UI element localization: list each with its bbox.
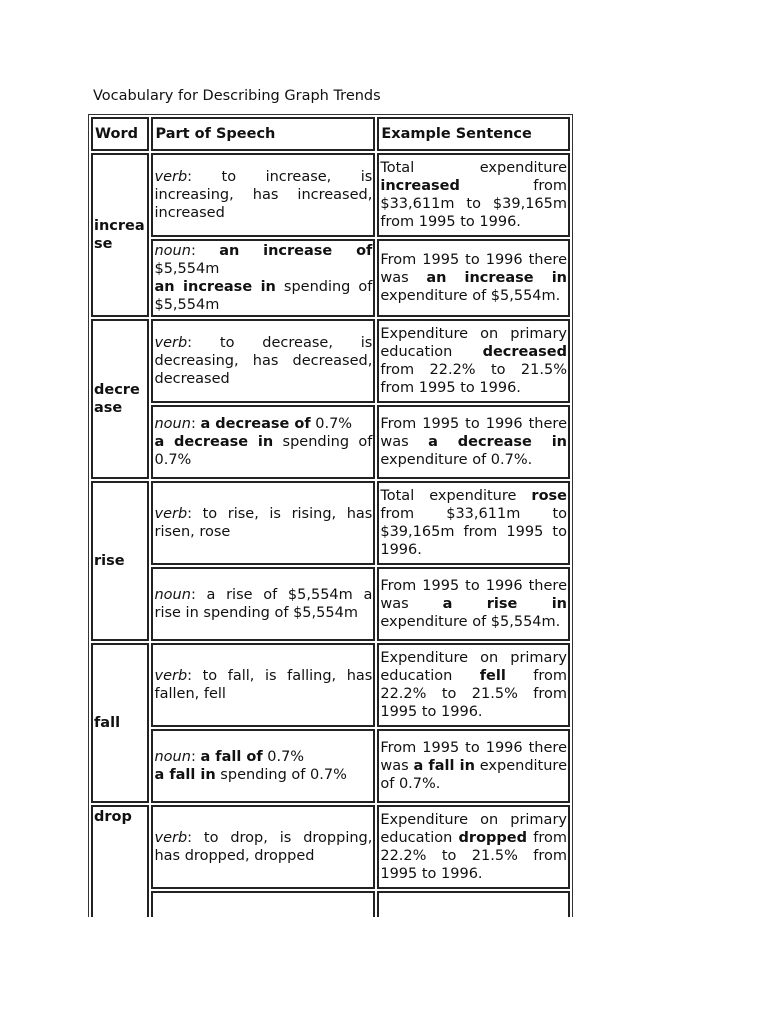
noun-keyword: a fall of: [200, 749, 263, 765]
verb-forms-cell: [151, 481, 375, 565]
noun-text: :: [190, 243, 220, 259]
noun-forms-cell: [151, 567, 375, 641]
example-text: Expenditure on primary education: [380, 812, 567, 846]
noun-text: :: [190, 416, 201, 432]
noun-text: spending of $5,554m: [154, 279, 373, 313]
verb-example-cell: [377, 481, 570, 565]
noun-forms-cell: [151, 405, 375, 479]
verb-forms-cell: [151, 643, 375, 727]
noun-text: $5,554m: [154, 261, 220, 277]
example-text: Total expenditure: [380, 160, 567, 176]
table-row: [91, 481, 570, 565]
verb-forms-text: : to drop, is dropping, has dropped, dropped: [154, 830, 373, 864]
table-row: [91, 805, 570, 889]
example-text: expenditure of 0.7%.: [380, 452, 533, 468]
example-keyword: rose: [531, 488, 567, 504]
noun-text: spending of 0.7%: [215, 767, 347, 783]
example-text: expenditure of $5,554m.: [380, 614, 561, 630]
verb-forms-cell: [151, 805, 375, 889]
example-keyword: a fall in: [413, 758, 475, 774]
example-text: Total expenditure: [380, 488, 532, 504]
verb-forms-text: : to rise, is rising, has risen, rose: [154, 506, 373, 540]
noun-keyword: a fall in: [154, 767, 216, 783]
table-header-row: [91, 117, 570, 151]
example-text: from 22.2% to 21.5% from 1995 to 1996.: [380, 668, 567, 720]
verb-forms-cell: [151, 153, 375, 237]
noun-text: :: [190, 749, 201, 765]
word-cell: decrease: [91, 319, 149, 479]
noun-text: : a rise of $5,554m: [190, 587, 353, 603]
page-bottom-margin: [0, 917, 768, 1024]
word-cell: rise: [91, 481, 149, 641]
verb-label: verb: [154, 169, 188, 185]
noun-example-cell: [377, 239, 570, 317]
noun-keyword: a decrease in: [154, 434, 274, 450]
example-text: expenditure of $5,554m.: [380, 288, 561, 304]
noun-label: noun: [154, 416, 191, 432]
example-text: From 1995 to 1996 there was: [380, 416, 567, 450]
example-text: from 22.2% to 21.5% from 1995 to 1996.: [380, 362, 567, 396]
example-text: from $33,611m to $39,165m from 1995 to 1996.: [380, 178, 567, 230]
header-word: Word: [91, 117, 149, 151]
verb-label: verb: [154, 830, 188, 846]
example-keyword: dropped: [458, 830, 528, 846]
example-keyword: fell: [479, 668, 506, 684]
vocabulary-table: [88, 114, 573, 968]
verb-forms-text: : to fall, is falling, has fallen, fell: [154, 668, 373, 702]
table-row: [91, 153, 570, 237]
table-row: [91, 319, 570, 403]
verb-example-cell: [377, 319, 570, 403]
example-text: expenditure of 0.7%.: [380, 758, 567, 792]
noun-forms-cell: [151, 729, 375, 803]
noun-example-cell: [377, 405, 570, 479]
verb-example-cell: [377, 643, 570, 727]
noun-text: spending of 0.7%: [154, 434, 373, 468]
verb-label: verb: [154, 506, 188, 522]
example-text: From 1995 to 1996 there was: [380, 252, 567, 286]
noun-keyword: an increase in: [154, 279, 276, 295]
noun-keyword: a decrease of: [200, 416, 311, 432]
word-cell: increase: [91, 153, 149, 317]
noun-example-cell: [377, 567, 570, 641]
noun-text: a rise in spending of $5,554m: [154, 587, 373, 621]
example-text: Expenditure on primary education: [380, 326, 567, 360]
example-keyword: an increase in: [426, 270, 567, 286]
noun-text: 0.7%: [262, 749, 305, 765]
example-text: From 1995 to 1996 there was: [380, 740, 567, 774]
noun-keyword: an increase of: [219, 243, 373, 259]
noun-example-cell: [377, 729, 570, 803]
noun-label: noun: [154, 587, 191, 603]
header-part-of-speech: Part of Speech: [151, 117, 375, 151]
example-keyword: decreased: [482, 344, 567, 360]
verb-label: verb: [154, 335, 188, 351]
verb-example-cell: [377, 153, 570, 237]
verb-forms-text: : to increase, is increasing, has increased, increased: [154, 169, 373, 221]
example-keyword: a decrease in: [428, 434, 567, 450]
example-text: From 1995 to 1996 there was: [380, 578, 567, 612]
table-row: [91, 405, 570, 479]
example-text: from $33,611m to $39,165m from 1995 to 1996.: [380, 506, 567, 558]
example-text: Expenditure on primary education: [380, 650, 567, 684]
word-cell: drop: [91, 805, 149, 965]
table-row: [91, 643, 570, 727]
noun-text: 0.7%: [310, 416, 353, 432]
noun-forms-cell: [151, 239, 375, 317]
noun-label: noun: [154, 749, 191, 765]
verb-example-cell: [377, 805, 570, 889]
table-row: [91, 567, 570, 641]
table-row: [91, 729, 570, 803]
example-keyword: a rise in: [442, 596, 567, 612]
header-example-sentence: Example Sentence: [377, 117, 570, 151]
example-text: from 22.2% to 21.5% from 1995 to 1996.: [380, 830, 567, 882]
word-cell: fall: [91, 643, 149, 803]
page-title: Vocabulary for Describing Graph Trends: [93, 88, 381, 104]
noun-label: noun: [154, 243, 191, 259]
table-row: [91, 239, 570, 317]
example-keyword: increased: [380, 178, 460, 194]
verb-forms-text: : to decrease, is decreasing, has decreased, decreased: [154, 335, 373, 387]
verb-forms-cell: [151, 319, 375, 403]
verb-label: verb: [154, 668, 188, 684]
